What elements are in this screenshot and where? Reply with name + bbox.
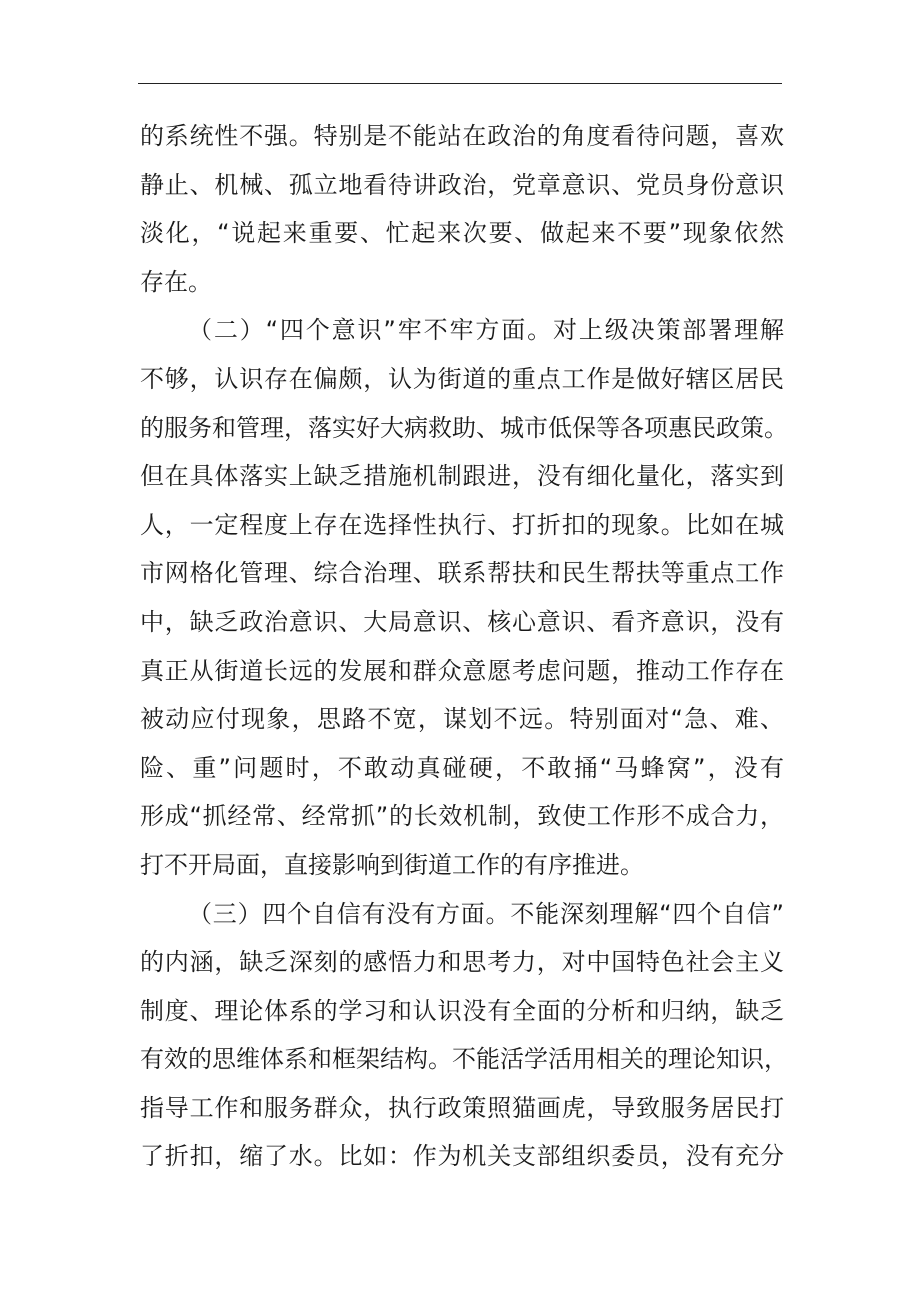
text-line: 了折扣，缩了水。比如：作为机关支部组织委员，没有充分 bbox=[140, 1142, 784, 1171]
text-line: 中，缺乏政治意识、大局意识、核心意识、看齐意识，没有 bbox=[140, 607, 784, 636]
text-line: 被动应付现象，思路不宽，谋划不远。特别面对“急、难、 bbox=[140, 705, 784, 734]
section-heading-line: （二）“四个意识”牢不牢方面。对上级决策部署理解 bbox=[188, 316, 784, 345]
body-text bbox=[140, 112, 788, 1181]
text-line: 的服务和管理，落实好大病救助、城市低保等各项惠民政策。 bbox=[140, 413, 788, 442]
text-line: 人，一定程度上存在选择性执行、打折扣的现象。比如在城 bbox=[140, 510, 784, 539]
text-line: 有效的思维体系和框架结构。不能活学活用相关的理论知识， bbox=[140, 1045, 788, 1074]
text-line: 不够，认识存在偏颇，认为街道的重点工作是做好辖区居民 bbox=[140, 364, 784, 393]
text-line: 险、重”问题时，不敢动真碰硬，不敢捅“马蜂窝”，没有 bbox=[140, 753, 784, 782]
text-line: 真正从街道长远的发展和群众意愿考虑问题，推动工作存在 bbox=[140, 656, 784, 685]
text-line: 市网格化管理、综合治理、联系帮扶和民生帮扶等重点工作 bbox=[140, 559, 784, 588]
text-line: 存在。 bbox=[140, 267, 212, 296]
header-rule bbox=[138, 83, 782, 84]
section-heading-line: （三）四个自信有没有方面。不能深刻理解“四个自信” bbox=[188, 899, 784, 928]
text-line: 的内涵，缺乏深刻的感悟力和思考力，对中国特色社会主义 bbox=[140, 948, 784, 977]
text-line: 制度、理论体系的学习和认识没有全面的分析和归纳，缺乏 bbox=[140, 996, 784, 1025]
text-line: 静止、机械、孤立地看待讲政治，党章意识、党员身份意识 bbox=[140, 170, 784, 199]
text-line: 的系统性不强。特别是不能站在政治的角度看待问题，喜欢 bbox=[140, 122, 784, 150]
text-line: 形成“抓经常、经常抓”的长效机制，致使工作形不成合力， bbox=[140, 802, 784, 831]
text-line: 指导工作和服务群众，执行政策照猫画虎，导致服务居民打 bbox=[140, 1093, 784, 1122]
text-line: 淡化，“说起来重要、忙起来次要、做起来不要”现象依然 bbox=[140, 219, 784, 248]
text-line: 但在具体落实上缺乏措施机制跟进，没有细化量化，落实到 bbox=[140, 462, 784, 491]
text-line: 打不开局面，直接影响到街道工作的有序推进。 bbox=[140, 850, 644, 879]
